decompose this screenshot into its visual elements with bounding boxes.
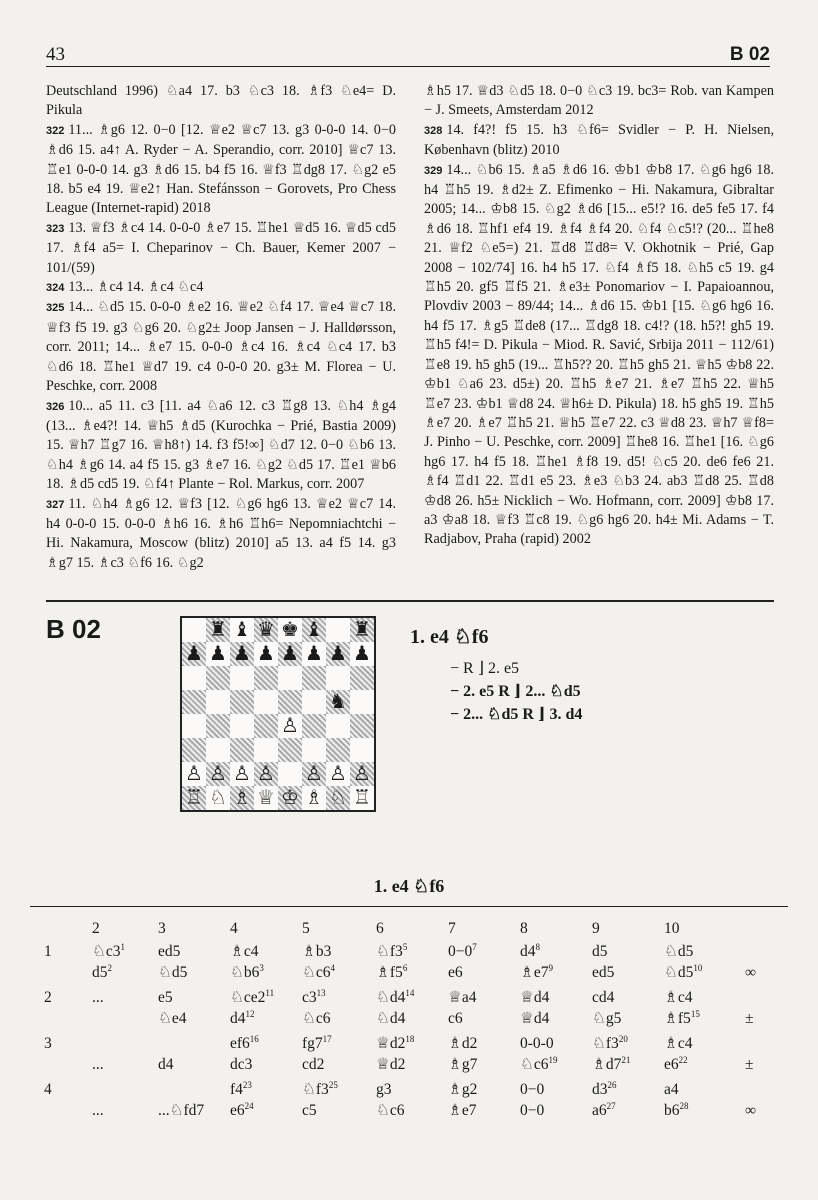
board-square xyxy=(350,666,374,690)
table-cell: cd4 xyxy=(592,989,615,1006)
note-number: 324 xyxy=(46,282,65,295)
board-square xyxy=(302,666,326,690)
table-cell: $d5^2$ xyxy=(92,962,112,981)
board-square xyxy=(206,714,230,738)
table-cell: $♘c3^1$ xyxy=(92,941,126,960)
table-cell: $♘ce2^{11}$ xyxy=(230,987,275,1006)
board-square xyxy=(182,690,206,714)
board-square: ♖ xyxy=(182,786,206,810)
table-col-header: 4 xyxy=(230,920,238,937)
table-cell: $♘f3^5$ xyxy=(376,941,408,960)
notes-columns xyxy=(46,82,774,582)
table-cell: d5 xyxy=(592,943,608,960)
board-square xyxy=(278,762,302,786)
board-square: ♝ xyxy=(230,618,254,642)
board-square: ♚ xyxy=(278,618,302,642)
table-cell: dc3 xyxy=(230,1056,253,1073)
table-cell: ± xyxy=(745,1056,754,1073)
table-cell: $c3^{13}$ xyxy=(302,987,326,1006)
table-col-header: 6 xyxy=(376,920,384,937)
opening-line: − 2. e5 R ⌋ 2... ♘d5 xyxy=(450,683,581,700)
table-cell: $♘f3^{25}$ xyxy=(302,1079,338,1098)
table-cell: c5 xyxy=(302,1102,317,1119)
table-cell: $♘f3^{20}$ xyxy=(592,1033,628,1052)
opening-summary xyxy=(410,624,750,726)
table-cell: $d3^{26}$ xyxy=(592,1079,617,1098)
table-cell: a4 xyxy=(664,1081,679,1098)
table-cell: ♗b3 xyxy=(302,943,332,960)
table-cell: ♘e4 xyxy=(158,1010,187,1027)
table-cell: $♘d5^{10}$ xyxy=(664,962,703,981)
board-square xyxy=(182,714,206,738)
table-cell: d4 xyxy=(158,1056,174,1073)
table-cell: ♗g2 xyxy=(448,1081,478,1098)
table-cell: $e6^{24}$ xyxy=(230,1100,254,1119)
table-cell: $d4^{12}$ xyxy=(230,1008,255,1027)
table-cell: 0-0-0 xyxy=(520,1035,554,1052)
board-square xyxy=(302,738,326,762)
table-cell: ∞ xyxy=(745,964,757,981)
note-number: 322 xyxy=(46,124,65,137)
board-square xyxy=(326,666,350,690)
board-square xyxy=(302,714,326,738)
table-cell: ... xyxy=(92,1102,104,1119)
board-square: ♟ xyxy=(254,642,278,666)
right-column xyxy=(424,82,774,550)
board-square xyxy=(182,618,206,642)
table-cell: ♕d4 xyxy=(520,1010,550,1027)
table-row-label: 4 xyxy=(44,1081,52,1098)
table-cell: $e6^{22}$ xyxy=(664,1054,688,1073)
note-paragraph: 329 14... ♘b6 15. ♗a5 ♗d6 16. ♔b1 ♔b8 17. ♘g6 hg6 18. h4 ♖h5 19. ♗d2± Z. Efimenko − Hi. Nakamura, Gibraltar 2005; 14... ♔b8 15. ♘g2 ♗d6 [15... e5!? 16. de5 fe5 17. f4 ♗d6 18. ♖hf1 ef4 19. ♗f4 ♗f4 20. ♘f4 ♘c5!? (20... ♖he8 21. ♕f2 ♘e5=) 21. ♖d8 ♖d8= V. Okhotnik − Prié, Gap 2008 − 102/74] 16. h4 h5 17. ♘f4 ♗f5 18. ♘h5 c5 19. g4 ♖h5 20. gf5 ♖f5 21. ♗e3± Ponomariov − I. Papaioannou, Plovdiv 2003 − 89/44; 14... ♗d6 15. ♔b1 [15. ♘g6 hg6 16. h4 f5 17. ♗g5 ♖de8 (17... ♖dg8 18. c4!? (18. h5?! gh5 19. ♖h5 f4!= D. Pikula − Miod. R. Savić, Srbija 2011 − 112/61) ♖e8 19. h5 gh5 (19... ♖h5?? 20. ♖h5 gh5 21. ♕h5 ♔b8 22. ♔b1 ♘a6 23. d5±) 20. ♖h5 ♗e7 21. ♗e7 ♖h5 22. ♕h5 ♖e7 23. ♔b1 ♕d8 24. ♕h6± D. Pikula) 18. h5 gh5 19. ♖h5 ♗e7 20. ♗e7 ♖h5 21. ♕h5 ♖e7 22. c3 ♕d8 23. ♕h7 ♕f8= J. Pinho − U. Peschke, corr. 2009] ♖he8 16. ♖he1 [16. ♘g6 hg6 17. h4 f5 18. ♖he1 ♗f8 19. d5! ♘c5 20. de6 fe6 21. ♗f4 ♖d1 22. ♖d1 e5 23. ♗e3 ♘b3 24. ab3 ♖d8 25. ♖d8 ♔d8 26. h5± Nicklich − Wo. Hofmann, corr. 2009] ♔b8 17. a3 ♔a8 18. ♕f3 ♖c8 19. ♘g6 hg6 20. h4± Mi. Adams − T. Radjabov, Praha (rapid) 2002 xyxy=(424,161,774,548)
board-square: ♙ xyxy=(182,762,206,786)
board-square xyxy=(350,714,374,738)
board-square xyxy=(206,738,230,762)
table-cell: ♕d2 xyxy=(376,1056,406,1073)
table-cell: ♕d4 xyxy=(520,989,550,1006)
board-square: ♘ xyxy=(206,786,230,810)
opening-title: 1. e4 ♘f6 xyxy=(410,626,489,648)
note-number: 326 xyxy=(46,400,65,413)
board-square: ♟ xyxy=(278,642,302,666)
board-square xyxy=(278,690,302,714)
table-cell: ∞ xyxy=(745,1102,757,1119)
note-paragraph: 323 13. ♕f3 ♗c4 14. 0-0-0 ♗e7 15. ♖he1 ♕d5 16. ♕d5 cd5 17. ♗f4 a5= I. Cheparinov − Ch. Bauer, Kemer 2007 − 101/(59) xyxy=(46,219,396,276)
table-cell: $d4^8$ xyxy=(520,941,540,960)
table-cell: $ef6^{16}$ xyxy=(230,1033,259,1052)
table-cell: ♗c4 xyxy=(664,989,693,1006)
chess-diagram xyxy=(180,616,376,812)
board-square: ♛ xyxy=(254,618,278,642)
board-square: ♗ xyxy=(230,786,254,810)
table-cell: ♗g7 xyxy=(448,1056,478,1073)
note-paragraph: 322 11... ♗g6 12. 0−0 [12. ♕e2 ♕c7 13. g3 0-0-0 14. 0−0 ♗d6 15. a4↑ A. Ryder − A. Sperandio, corr. 2010] ♕c7 13. ♖e1 0-0-0 14. g3 ♗d6 15. b4 f5 16. ♕f3 ♖dg8 17. ♘g2 e5 18. b5 e4 19. ♕e2↑ Han. Stefánsson − Gorovets, Pro Chess League (Internet-rapid) 2018 xyxy=(46,121,396,217)
board-square xyxy=(350,690,374,714)
board-square xyxy=(206,666,230,690)
table-cell: 0−0 xyxy=(520,1102,545,1119)
board-square xyxy=(254,690,278,714)
table-col-header: 5 xyxy=(302,920,310,937)
board-square xyxy=(230,666,254,690)
note-paragraph: ♗h5 17. ♕d3 ♘d5 18. 0−0 ♘c3 19. bc3= Rob. van Kampen − J. Smeets, Amsterdam 2012 xyxy=(424,83,774,119)
table-row-label: 2 xyxy=(44,989,52,1006)
table-cell: ♘d4 xyxy=(376,1010,406,1027)
table-title: 1. e4 ♘f6 xyxy=(373,876,445,896)
left-column xyxy=(46,82,396,573)
note-paragraph: 326 10... a5 11. c3 [11. a4 ♘a6 12. c3 ♖g8 13. ♘h4 ♗g4 (13... ♗e4?! 14. ♕h5 ♗d5 (Kurochka − Prié, Bastia 2009) 15. ♕h7 ♖g7 16. ♕h8↑) 14. f3 f5!∞] ♘d7 12. 0−0 ♘b6 13. ♘h4 ♗g6 14. a4 f5 15. g3 ♗e7 16. ♘g2 ♘d5 17. ♖e1 ♕b6 18. ♗d5 cd5 19. ♘f4↑ Plante − Rol. Markus, corr. 2007 xyxy=(46,397,396,493)
opening-lines xyxy=(410,657,750,726)
table-cell: $♕d2^{18}$ xyxy=(376,1033,415,1052)
board-square: ♟ xyxy=(230,642,254,666)
board-square: ♝ xyxy=(302,618,326,642)
table-cell: $b6^{28}$ xyxy=(664,1100,689,1119)
board-square: ♟ xyxy=(302,642,326,666)
table-col-header: 3 xyxy=(158,920,166,937)
board-square: ♙ xyxy=(254,762,278,786)
board-square: ♔ xyxy=(278,786,302,810)
table-cell: $♗f5^6$ xyxy=(376,962,408,981)
board-square: ♕ xyxy=(254,786,278,810)
board-square xyxy=(206,690,230,714)
table-col-header: 9 xyxy=(592,920,600,937)
board-square: ♜ xyxy=(350,618,374,642)
board-square: ♙ xyxy=(302,762,326,786)
board-square: ♙ xyxy=(326,762,350,786)
board-square: ♙ xyxy=(350,762,374,786)
opening-line: − 2... ♘d5 R ⌋ 3. d4 xyxy=(450,706,583,723)
board-square xyxy=(182,666,206,690)
note-number: 327 xyxy=(46,498,65,511)
table-cell: $♘d4^{14}$ xyxy=(376,987,415,1006)
opening-code: B 02 xyxy=(729,44,770,65)
board-square xyxy=(278,738,302,762)
note-number: 323 xyxy=(46,222,65,235)
page-number: 43 xyxy=(46,44,65,65)
board-square: ♟ xyxy=(182,642,206,666)
page-header xyxy=(46,40,770,67)
diagram-code: B 02 xyxy=(46,614,101,644)
table-cell: c6 xyxy=(448,1010,463,1027)
note-paragraph: 324 13... ♗c4 14. ♗c4 ♘c4 xyxy=(46,279,204,296)
board-square xyxy=(350,738,374,762)
table-cell: e5 xyxy=(158,989,173,1006)
board-square: ♘ xyxy=(326,786,350,810)
table-cell: ♗d2 xyxy=(448,1035,478,1052)
table-cell: $a6^{27}$ xyxy=(592,1100,616,1119)
board-square: ♖ xyxy=(350,786,374,810)
note-paragraph: 325 14... ♘d5 15. 0-0-0 ♗e2 16. ♕e2 ♘f4 17. ♕e4 ♕c7 18. ♕f3 f5 19. g3 ♘g6 20. ♘g2± Joop Jansen − J. Halldørsson, corr. 2011; 14... ♗e7 15. 0-0-0 ♗c4 16. ♗c4 ♘c4 17. b3 ♘d6 18. ♖he1 ♕d7 19. c4 0-0-0 20. g3± M. Florea − U. Peschke, corr. 2008 xyxy=(46,299,396,395)
table-row-label: 1 xyxy=(44,943,52,960)
table-cell: ... xyxy=(92,989,104,1006)
note-paragraph: 327 11. ♘h4 ♗g6 12. ♕f3 [12. ♘g6 hg6 13. ♕e2 ♕c7 14. h4 0-0-0 15. 0-0-0 ♗h6 16. ♗h6 ♖h6= Nepomniachtchi − Hi. Nakamura, Moscow (blitz) 2010] a5 13. a4 f5 14. g3 ♗g7 15. ♗c3 ♘f6 16. ♘g2 xyxy=(46,495,396,571)
board-square xyxy=(326,738,350,762)
note-number: 325 xyxy=(46,302,65,315)
board-square: ♙ xyxy=(230,762,254,786)
board-square xyxy=(230,690,254,714)
board-square xyxy=(326,618,350,642)
table-cell: ... xyxy=(92,1056,104,1073)
note-paragraph: 328 14. f4?! f5 15. h3 ♘f6= Svidler − P. H. Nielsen, København (blitz) 2010 xyxy=(424,121,774,159)
table-cell: ♕a4 xyxy=(448,989,477,1006)
table-cell: $0-0^7$ xyxy=(448,941,477,960)
board-square: ♟ xyxy=(326,642,350,666)
note-number: 329 xyxy=(424,164,443,177)
note-number: 328 xyxy=(424,124,443,137)
table-cell: $♘b6^3$ xyxy=(230,962,264,981)
board-square: ♙ xyxy=(206,762,230,786)
table-row-label: 3 xyxy=(44,1035,52,1052)
opening-line: − R ⌋ 2. e5 xyxy=(450,660,520,677)
board-square xyxy=(230,714,254,738)
table-cell: $fg7^{17}$ xyxy=(302,1033,332,1052)
table-col-header: 10 xyxy=(664,920,680,937)
section-divider xyxy=(46,600,774,602)
table-cell: ♗e7 xyxy=(448,1102,477,1119)
table-cell: ♘c6 xyxy=(376,1102,405,1119)
table-cell: ed5 xyxy=(158,943,181,960)
board-square xyxy=(326,714,350,738)
board-square xyxy=(254,666,278,690)
table-cell: $f4^{23}$ xyxy=(230,1079,252,1098)
table-cell: $♘c6^{19}$ xyxy=(520,1054,558,1073)
board-square xyxy=(230,738,254,762)
board-square: ♟ xyxy=(206,642,230,666)
board-square xyxy=(278,666,302,690)
table-cell: $♗e7^9$ xyxy=(520,962,554,981)
board-square xyxy=(182,738,206,762)
table-cell: ♘d5 xyxy=(664,943,694,960)
table-cell: ♘d5 xyxy=(158,964,188,981)
table-col-header: 7 xyxy=(448,920,456,937)
board-square xyxy=(254,714,278,738)
table-cell: ed5 xyxy=(592,964,615,981)
table-col-header: 2 xyxy=(92,920,100,937)
board-square: ♟ xyxy=(350,642,374,666)
board-square: ♙ xyxy=(278,714,302,738)
table-cell: $♗f5^{15}$ xyxy=(664,1008,700,1027)
table-cell: ♗c4 xyxy=(230,943,259,960)
table-cell: ♘g5 xyxy=(592,1010,622,1027)
table-cell: ♘c6 xyxy=(302,1010,331,1027)
board-square: ♗ xyxy=(302,786,326,810)
board-square xyxy=(254,738,278,762)
table-rule xyxy=(30,906,788,907)
table-col-header: 8 xyxy=(520,920,528,937)
table-cell: g3 xyxy=(376,1081,392,1098)
note-paragraph: Deutschland 1996) ♘a4 17. b3 ♘c3 18. ♗f3 ♘e4= D. Pikula xyxy=(46,83,396,119)
table-cell: $♘c6^4$ xyxy=(302,962,336,981)
table-cell: e6 xyxy=(448,964,463,981)
table-cell: cd2 xyxy=(302,1056,325,1073)
board-square: ♞ xyxy=(326,690,350,714)
table-cell: 0−0 xyxy=(520,1081,545,1098)
board-square: ♜ xyxy=(206,618,230,642)
board-square xyxy=(302,690,326,714)
table-cell: $♗d7^{21}$ xyxy=(592,1054,631,1073)
table-cell: ± xyxy=(745,1010,754,1027)
table-cell: ♗c4 xyxy=(664,1035,693,1052)
table-cell: ...♘fd7 xyxy=(158,1102,205,1119)
